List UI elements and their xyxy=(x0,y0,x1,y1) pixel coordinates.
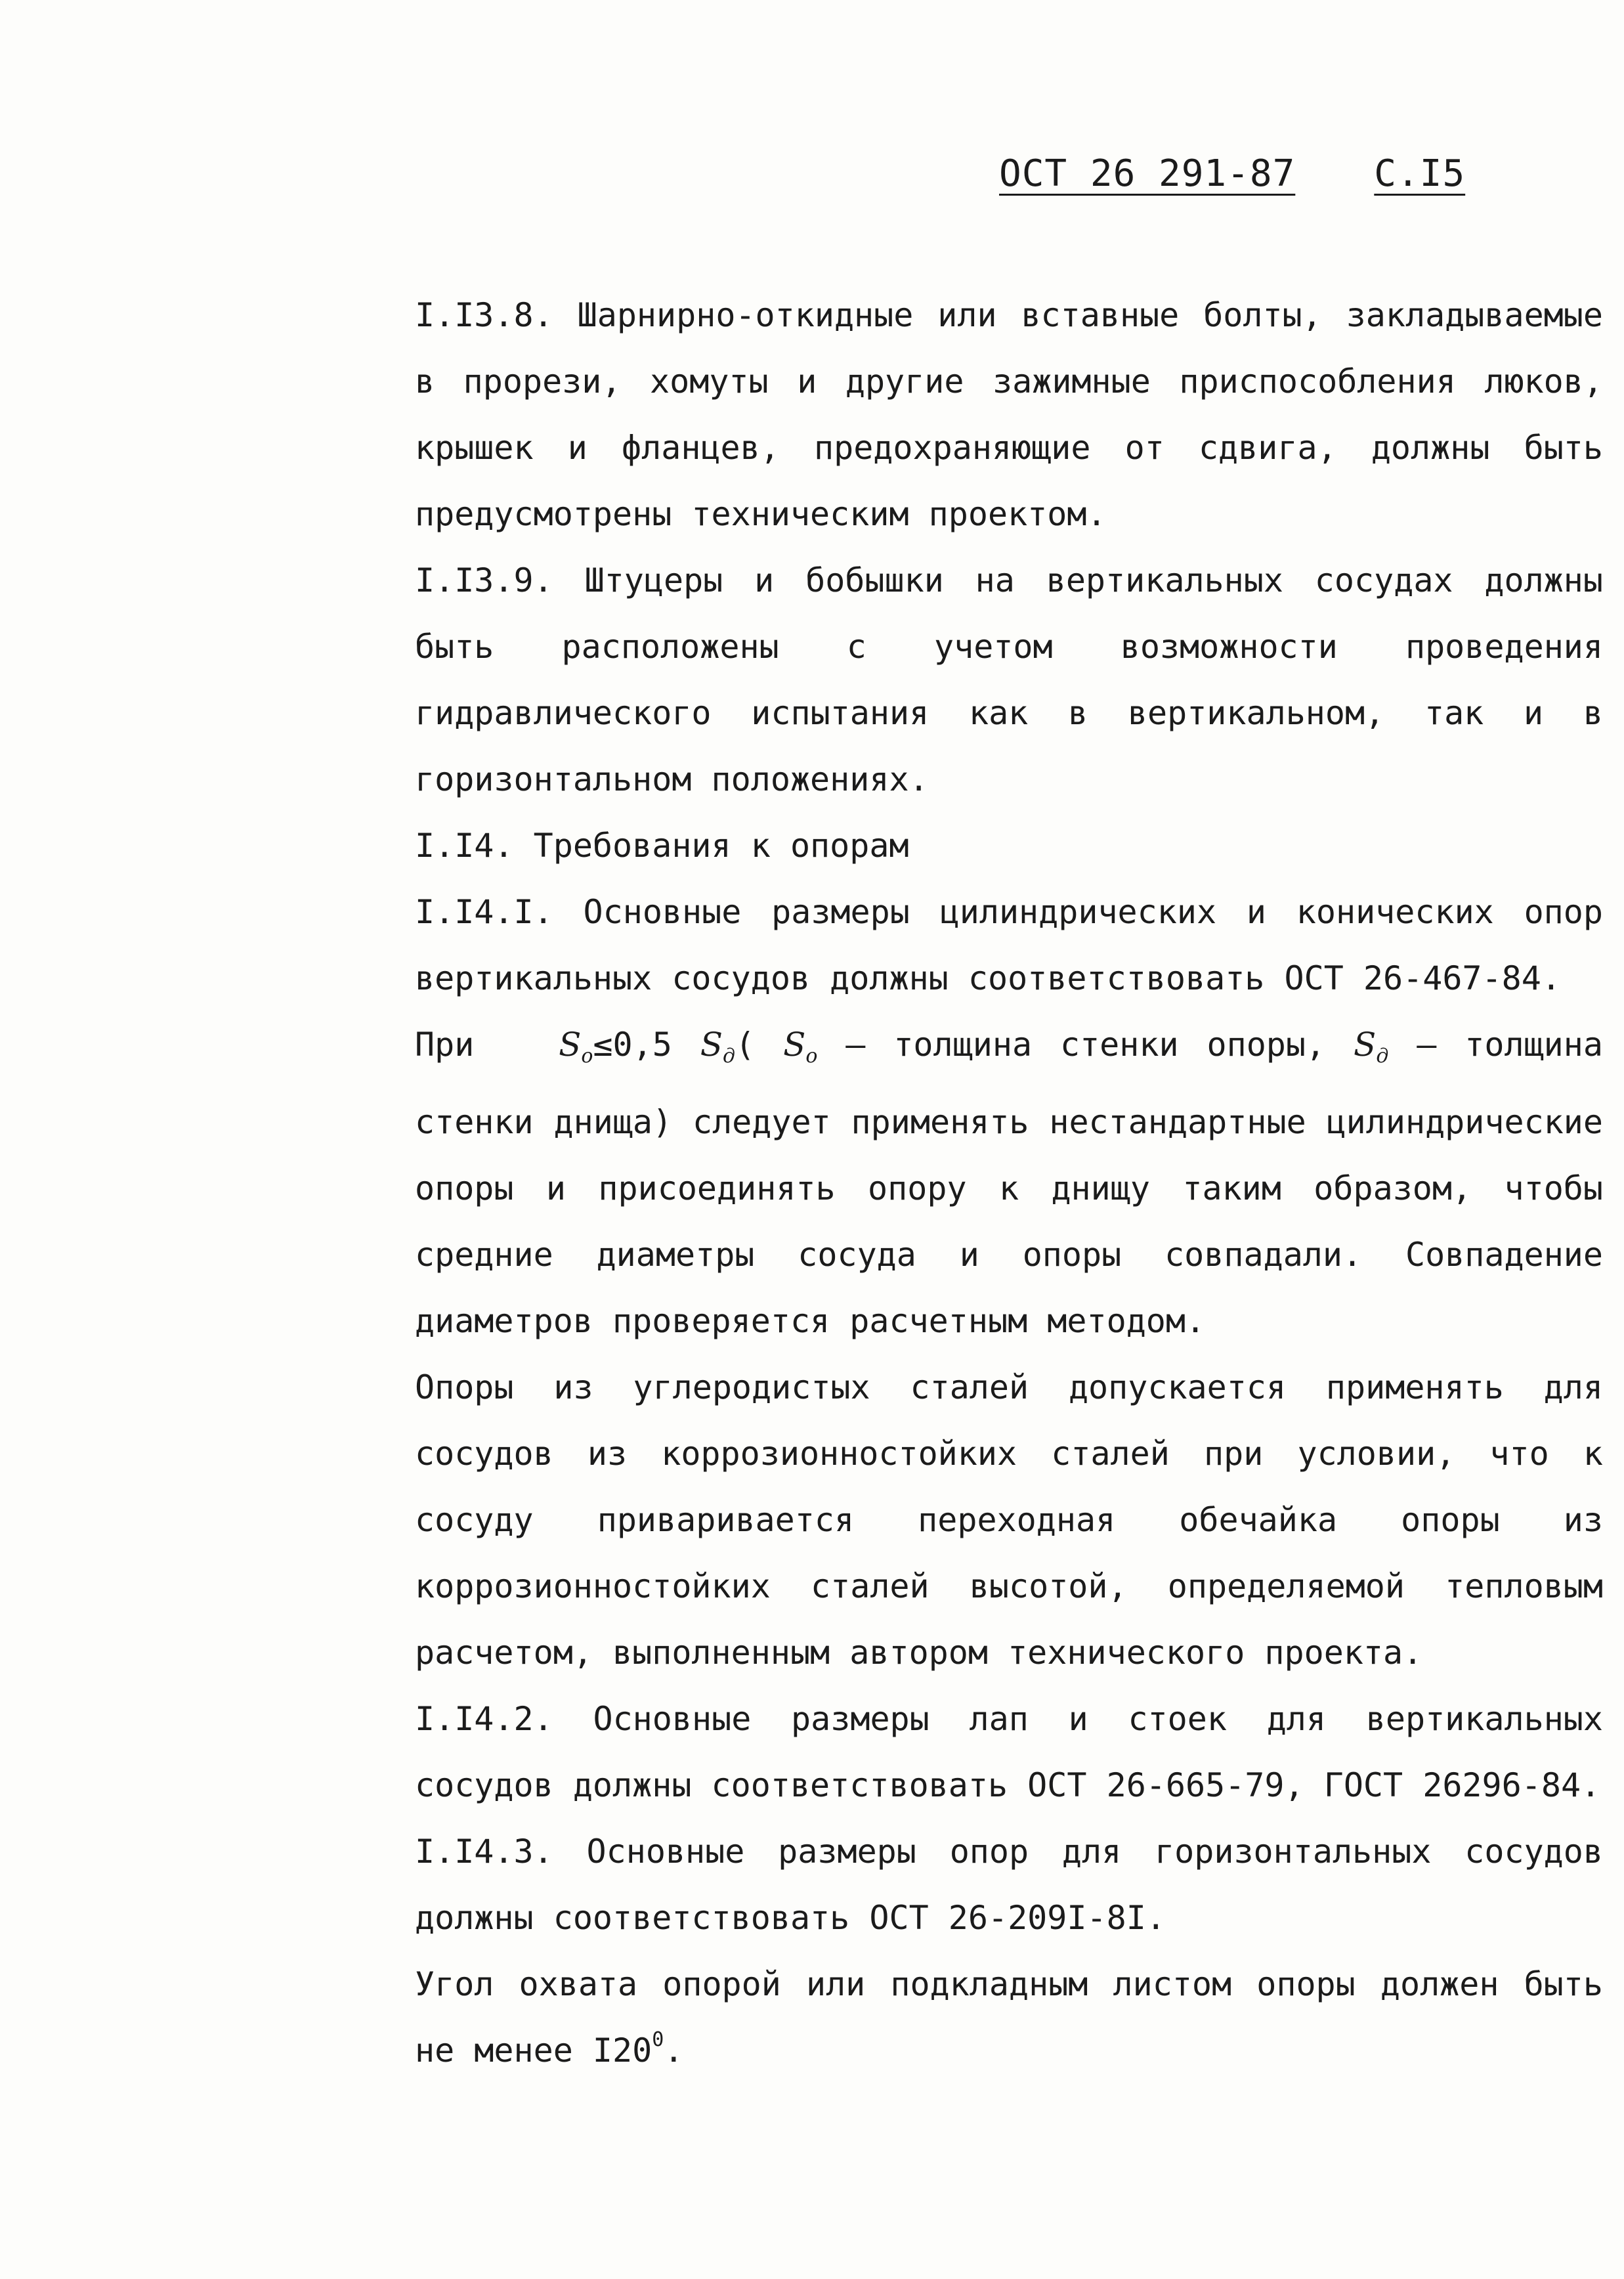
paragraph-1-14-2: I.I4.2. Основные размеры лап и стоек для вертикальных сосудов должны соответствовать ОСТ 26-665-79, ГОСТ 26296-84. xyxy=(415,1700,1603,1804)
open-paren: ( xyxy=(735,1026,784,1064)
paragraph-carbon-steel: Опоры из углеродистых сталей допускается применять для сосудов из коррозионностойких сталей при условии, что к сосуду приваривается переходная обечайка опоры из коррозионностойких сталей высотой, определяемой тепловым расчетом, выполненным автором технического проекта. xyxy=(415,1368,1603,1672)
text-pri: При xyxy=(415,1026,475,1064)
relation-text: ≤0,5 xyxy=(593,1026,672,1064)
paragraph-1-14-3: I.I4.3. Основные размеры опор для горизонтальных сосудов должны соответствовать ОСТ 26-209I-8I. xyxy=(415,1833,1603,1937)
standard-number: ОСТ 26 291-87 xyxy=(999,152,1296,195)
paragraph-support-thickness xyxy=(311,1012,1603,1355)
symbol-s: S xyxy=(559,1026,582,1064)
formula-s-d: $S_д$ xyxy=(700,1026,736,1068)
document-body xyxy=(311,282,1603,2084)
text-support-wall: – толщина стенки опоры, xyxy=(817,1026,1354,1064)
page-header xyxy=(999,152,1465,195)
paragraph-1-13-8: I.I3.8. Шарнирно-откидные или вставные болты, закладываемые в прорези, хомуты и другие зажимные приспособления люков, крышек и фланцев, предохраняющие от сдвига, должны быть предусмотрены техническим проектом. xyxy=(415,296,1603,533)
angle-text: Угол охвата опорой или подкладным листом опоры должен быть не менее I20 xyxy=(415,1965,1603,2070)
text-bottom-wall: – толщина стенки днища) следует применять нестандартные цилиндрические опоры и присоединять опору к днищу таким образом, чтобы средние диаметры сосуда и опоры совпадали. Совпадение диаметров проверяется расчетным методом. xyxy=(415,1026,1603,1340)
section-heading-1-14: I.I4. Требования к опорам xyxy=(415,827,909,865)
degree-sign: 0 xyxy=(652,2028,664,2051)
paragraph-angle xyxy=(311,1951,1603,2084)
formula-condition xyxy=(559,1026,593,1068)
page-number: С.I5 xyxy=(1374,152,1466,195)
paragraph-1-13-9: I.I3.9. Штуцеры и бобышки на вертикальных сосудах должны быть расположены с учетом возможности проведения гидравлического испытания как в вертикальном, так и в горизонтальном положениях. xyxy=(415,561,1603,798)
formula-s-d-2: $S_д$ xyxy=(1354,1026,1389,1068)
formula-s-o: $S_o$ xyxy=(783,1026,818,1068)
angle-period: . xyxy=(664,2031,684,2070)
paragraph-1-14-1: I.I4.I. Основные размеры цилиндрических и конических опор вертикальных сосудов должны соответствовать ОСТ 26-467-84. xyxy=(415,893,1603,997)
subscript-o: o xyxy=(581,1045,593,1068)
